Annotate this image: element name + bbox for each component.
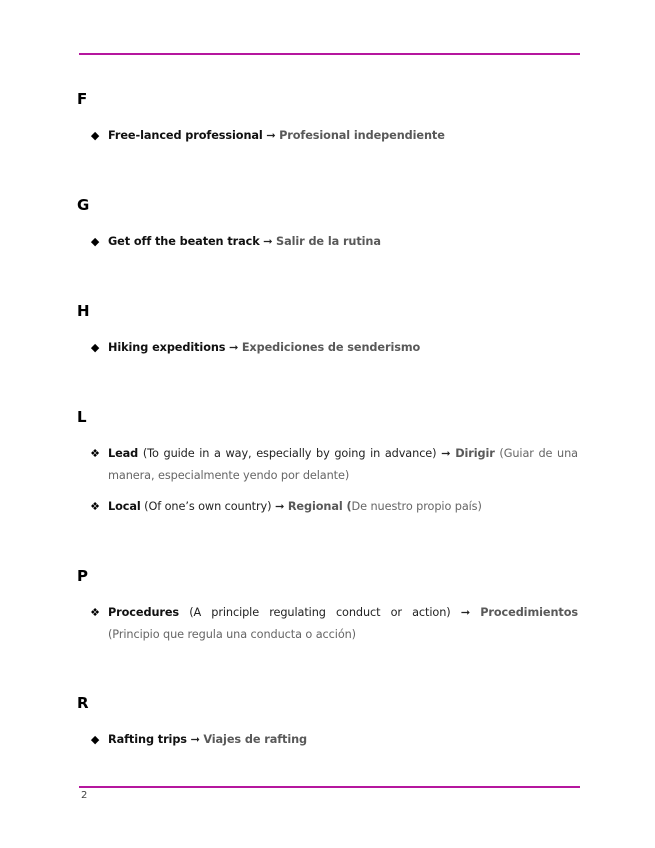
arrow-right-icon: ➞ bbox=[274, 500, 285, 513]
term-en: Procedures bbox=[108, 606, 180, 619]
section-letter-g: G bbox=[77, 196, 90, 214]
term-en: Get off the beaten track bbox=[108, 235, 260, 248]
term-en: Rafting trips bbox=[108, 733, 187, 746]
footer-rule bbox=[79, 786, 580, 788]
glossary-entry-rafting bbox=[88, 729, 578, 751]
fancy-diamond-bullet-icon: ❖ bbox=[90, 447, 100, 460]
arrow-right-icon: ➞ bbox=[460, 606, 471, 619]
glossary-entry-procedures bbox=[88, 602, 578, 646]
arrow-right-icon: ➞ bbox=[190, 733, 200, 746]
arrow-right-icon: ➞ bbox=[263, 235, 273, 248]
section-letter-r: R bbox=[77, 694, 89, 712]
term-es: Salir de la rutina bbox=[276, 235, 381, 248]
fancy-diamond-bullet-icon: ❖ bbox=[90, 500, 100, 513]
arrow-right-icon: ➞ bbox=[228, 341, 239, 354]
term-en: Hiking expeditions bbox=[108, 341, 226, 354]
term-en: Local bbox=[108, 500, 141, 513]
definition-es: (Guiar de una manera, especialmente yendo por delante) bbox=[108, 447, 579, 482]
diamond-bullet-icon: ◆ bbox=[90, 733, 100, 746]
term-es: Dirigir bbox=[455, 447, 495, 460]
diamond-bullet-icon: ◆ bbox=[90, 341, 100, 354]
diamond-bullet-icon: ◆ bbox=[90, 235, 100, 248]
definition-en: (To guide in a way, especially by going in advance) bbox=[142, 447, 437, 460]
glossary-entry-local bbox=[88, 496, 578, 518]
term-es: Expediciones de senderismo bbox=[241, 341, 421, 354]
section-letter-f: F bbox=[77, 90, 88, 108]
arrow-right-icon: ➞ bbox=[441, 447, 451, 460]
section-letter-l: L bbox=[77, 408, 87, 426]
term-es: Procedimientos bbox=[480, 606, 578, 619]
section-letter-h: H bbox=[77, 302, 90, 320]
term-en: Lead bbox=[108, 447, 139, 460]
glossary-entry-hiking bbox=[88, 337, 578, 359]
glossary-entry-get-off bbox=[88, 231, 578, 253]
definition-en: (A principle regulating conduct or action) bbox=[189, 606, 451, 619]
fancy-diamond-bullet-icon: ❖ bbox=[90, 606, 100, 619]
diamond-bullet-icon: ◆ bbox=[90, 129, 100, 142]
definition-es: (Principio que regula una conducta o acción) bbox=[108, 628, 356, 641]
term-es: Viajes de rafting bbox=[203, 733, 308, 746]
term-en: Free-lanced professional bbox=[108, 129, 263, 142]
term-es: Regional ( bbox=[287, 500, 352, 513]
definition-es: De nuestro propio país) bbox=[351, 500, 482, 513]
term-es: Profesional independiente bbox=[279, 129, 445, 142]
section-letter-p: P bbox=[77, 567, 88, 585]
glossary-entry-lead bbox=[88, 443, 578, 487]
arrow-right-icon: ➞ bbox=[266, 129, 276, 142]
page-number: 2 bbox=[81, 790, 88, 801]
glossary-entry-free-lanced bbox=[88, 125, 578, 147]
definition-en: (Of one’s own country) bbox=[144, 500, 272, 513]
header-rule bbox=[79, 53, 580, 55]
